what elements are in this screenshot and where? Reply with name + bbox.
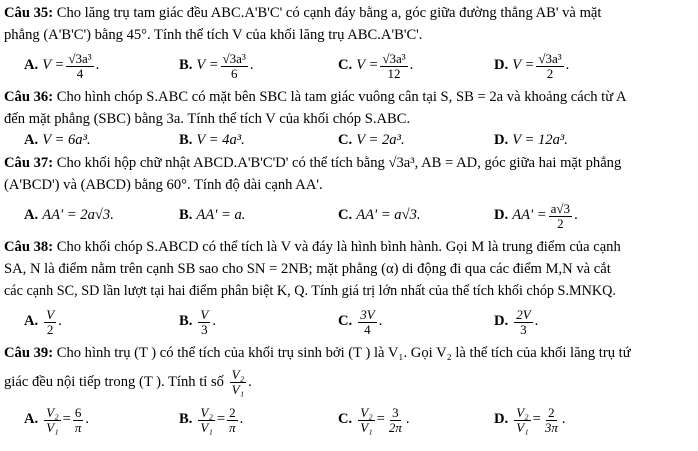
answer-option-c[interactable]: C. V = 2a³. [338, 132, 405, 149]
answer-option-d[interactable]: D. $\frac{\text{V₂}}{\text{V₁}}$ = $\frac{2}{3\pi}$ . [494, 404, 566, 435]
answer-option-a[interactable]: A. $\frac{V}{2}$ . [24, 306, 62, 337]
question-39-line-1: Câu 39: Cho hình trụ (T ) có thể tích của khối trụ sinh bởi (T ) là V₁. Gọi V₂ là thể tích của khối lăng trụ tứ [4, 345, 631, 361]
question-37 [4, 152, 694, 236]
question-37-line-2: (A'BCD') và (ABCD) bằng 60°. Tính độ dài cạnh AA'. [4, 177, 323, 193]
question-35-answers [4, 46, 694, 86]
question-38-line-1: Câu 38: Cho khối chóp S.ABCD có thể tích là V và đáy là hình bình hành. Gọi M là trung điểm của cạnh [4, 239, 621, 255]
question-38-answers [4, 302, 694, 342]
answer-option-b[interactable]: B. $\frac{V}{3}$ . [179, 306, 216, 337]
question-36-line-1: Câu 36: Cho hình chóp S.ABC có mặt bên SBC là tam giác vuông cân tại S, SB = 2a và khoảng cách từ A [4, 89, 627, 105]
question-38 [4, 236, 694, 342]
answer-option-d[interactable]: D. $\frac{2V}{3}$ . [494, 306, 539, 337]
question-39-answers [4, 400, 694, 440]
question-39-line-2: giác đều nội tiếp trong (T ). Tính tỉ số $\frac{\text{V₂}}{\text{V₁}}$ . [4, 366, 252, 397]
question-39-label: Câu 39: [4, 345, 54, 361]
answer-option-d[interactable]: D. V = $\frac{\text{√3a³}}{2}$ . [494, 50, 570, 81]
answer-option-d[interactable]: D. V = 12a³. [494, 132, 568, 149]
question-38-line-3: các cạnh SC, SD lần lượt tại hai điểm phân biệt K, Q. Tính giá trị lớn nhất của thể tích khối chóp S.MNKQ. [4, 283, 616, 299]
question-37-line-1: Câu 37: Cho khối hộp chữ nhật ABCD.A'B'C'D' có thể tích bằng √3a³, AB = AD, góc giữa hai mặt phẳng [4, 155, 622, 171]
question-36 [4, 86, 694, 152]
answer-option-b[interactable]: B. V = $\frac{\text{√3a³}}{6}$ . [179, 50, 254, 81]
answer-option-c[interactable]: C. $\frac{3V}{4}$ . [338, 306, 383, 337]
question-37-answers [4, 196, 694, 236]
document-page [4, 2, 694, 440]
question-35-line-1: Câu 35: Cho lăng trụ tam giác đều ABC.A'B'C' có cạnh đáy bằng a, góc giữa đường thẳng AB' và mặt [4, 5, 602, 21]
question-36-line-2: đến mặt phẳng (SBC) bằng 3a. Tính thể tích V của khối chóp S.ABC. [4, 111, 411, 127]
question-37-label: Câu 37: [4, 155, 54, 171]
question-35 [4, 2, 694, 86]
question-38-line-2: SA, N là điểm nằm trên cạnh SB sao cho SN = 2NB; mặt phẳng (α) di động đi qua các điểm M,N và cắt [4, 261, 611, 277]
answer-option-a[interactable]: A. V = 6a³. [24, 132, 91, 149]
answer-option-a[interactable]: A. $\frac{\text{V₂}}{\text{V₁}}$ = $\frac{6}{\pi}$ . [24, 404, 90, 435]
answer-option-b[interactable]: B. $\frac{\text{V₂}}{\text{V₁}}$ = $\frac{2}{\pi}$ . [179, 404, 244, 435]
question-39 [4, 342, 694, 440]
question-36-label: Câu 36: [4, 89, 54, 105]
answer-option-c[interactable]: C. AA' = a√3. [338, 207, 421, 224]
answer-option-d[interactable]: D. AA' = $\frac{a√3}{2}$ . [494, 200, 578, 231]
answer-option-a[interactable]: A. AA' = 2a√3. [24, 207, 114, 224]
question-38-label: Câu 38: [4, 239, 54, 255]
answer-option-b[interactable]: B. V = 4a³. [179, 132, 245, 149]
answer-option-c[interactable]: C. $\frac{\text{V₂}}{\text{V₁}}$ = $\frac{3}{2\pi}$ . [338, 404, 410, 435]
question-35-line-2: phẳng (A'B'C') bằng 45°. Tính thể tích V của khối lăng trụ ABC.A'B'C'. [4, 27, 423, 43]
answer-option-a[interactable]: A. V = $\frac{\text{√3a³}}{4}$ . [24, 50, 100, 81]
question-36-answers [4, 130, 694, 152]
answer-option-b[interactable]: B. AA' = a. [179, 207, 246, 224]
question-35-label: Câu 35: [4, 5, 54, 21]
answer-option-c[interactable]: C. V = $\frac{\text{√3a³}}{12}$ . [338, 50, 414, 81]
